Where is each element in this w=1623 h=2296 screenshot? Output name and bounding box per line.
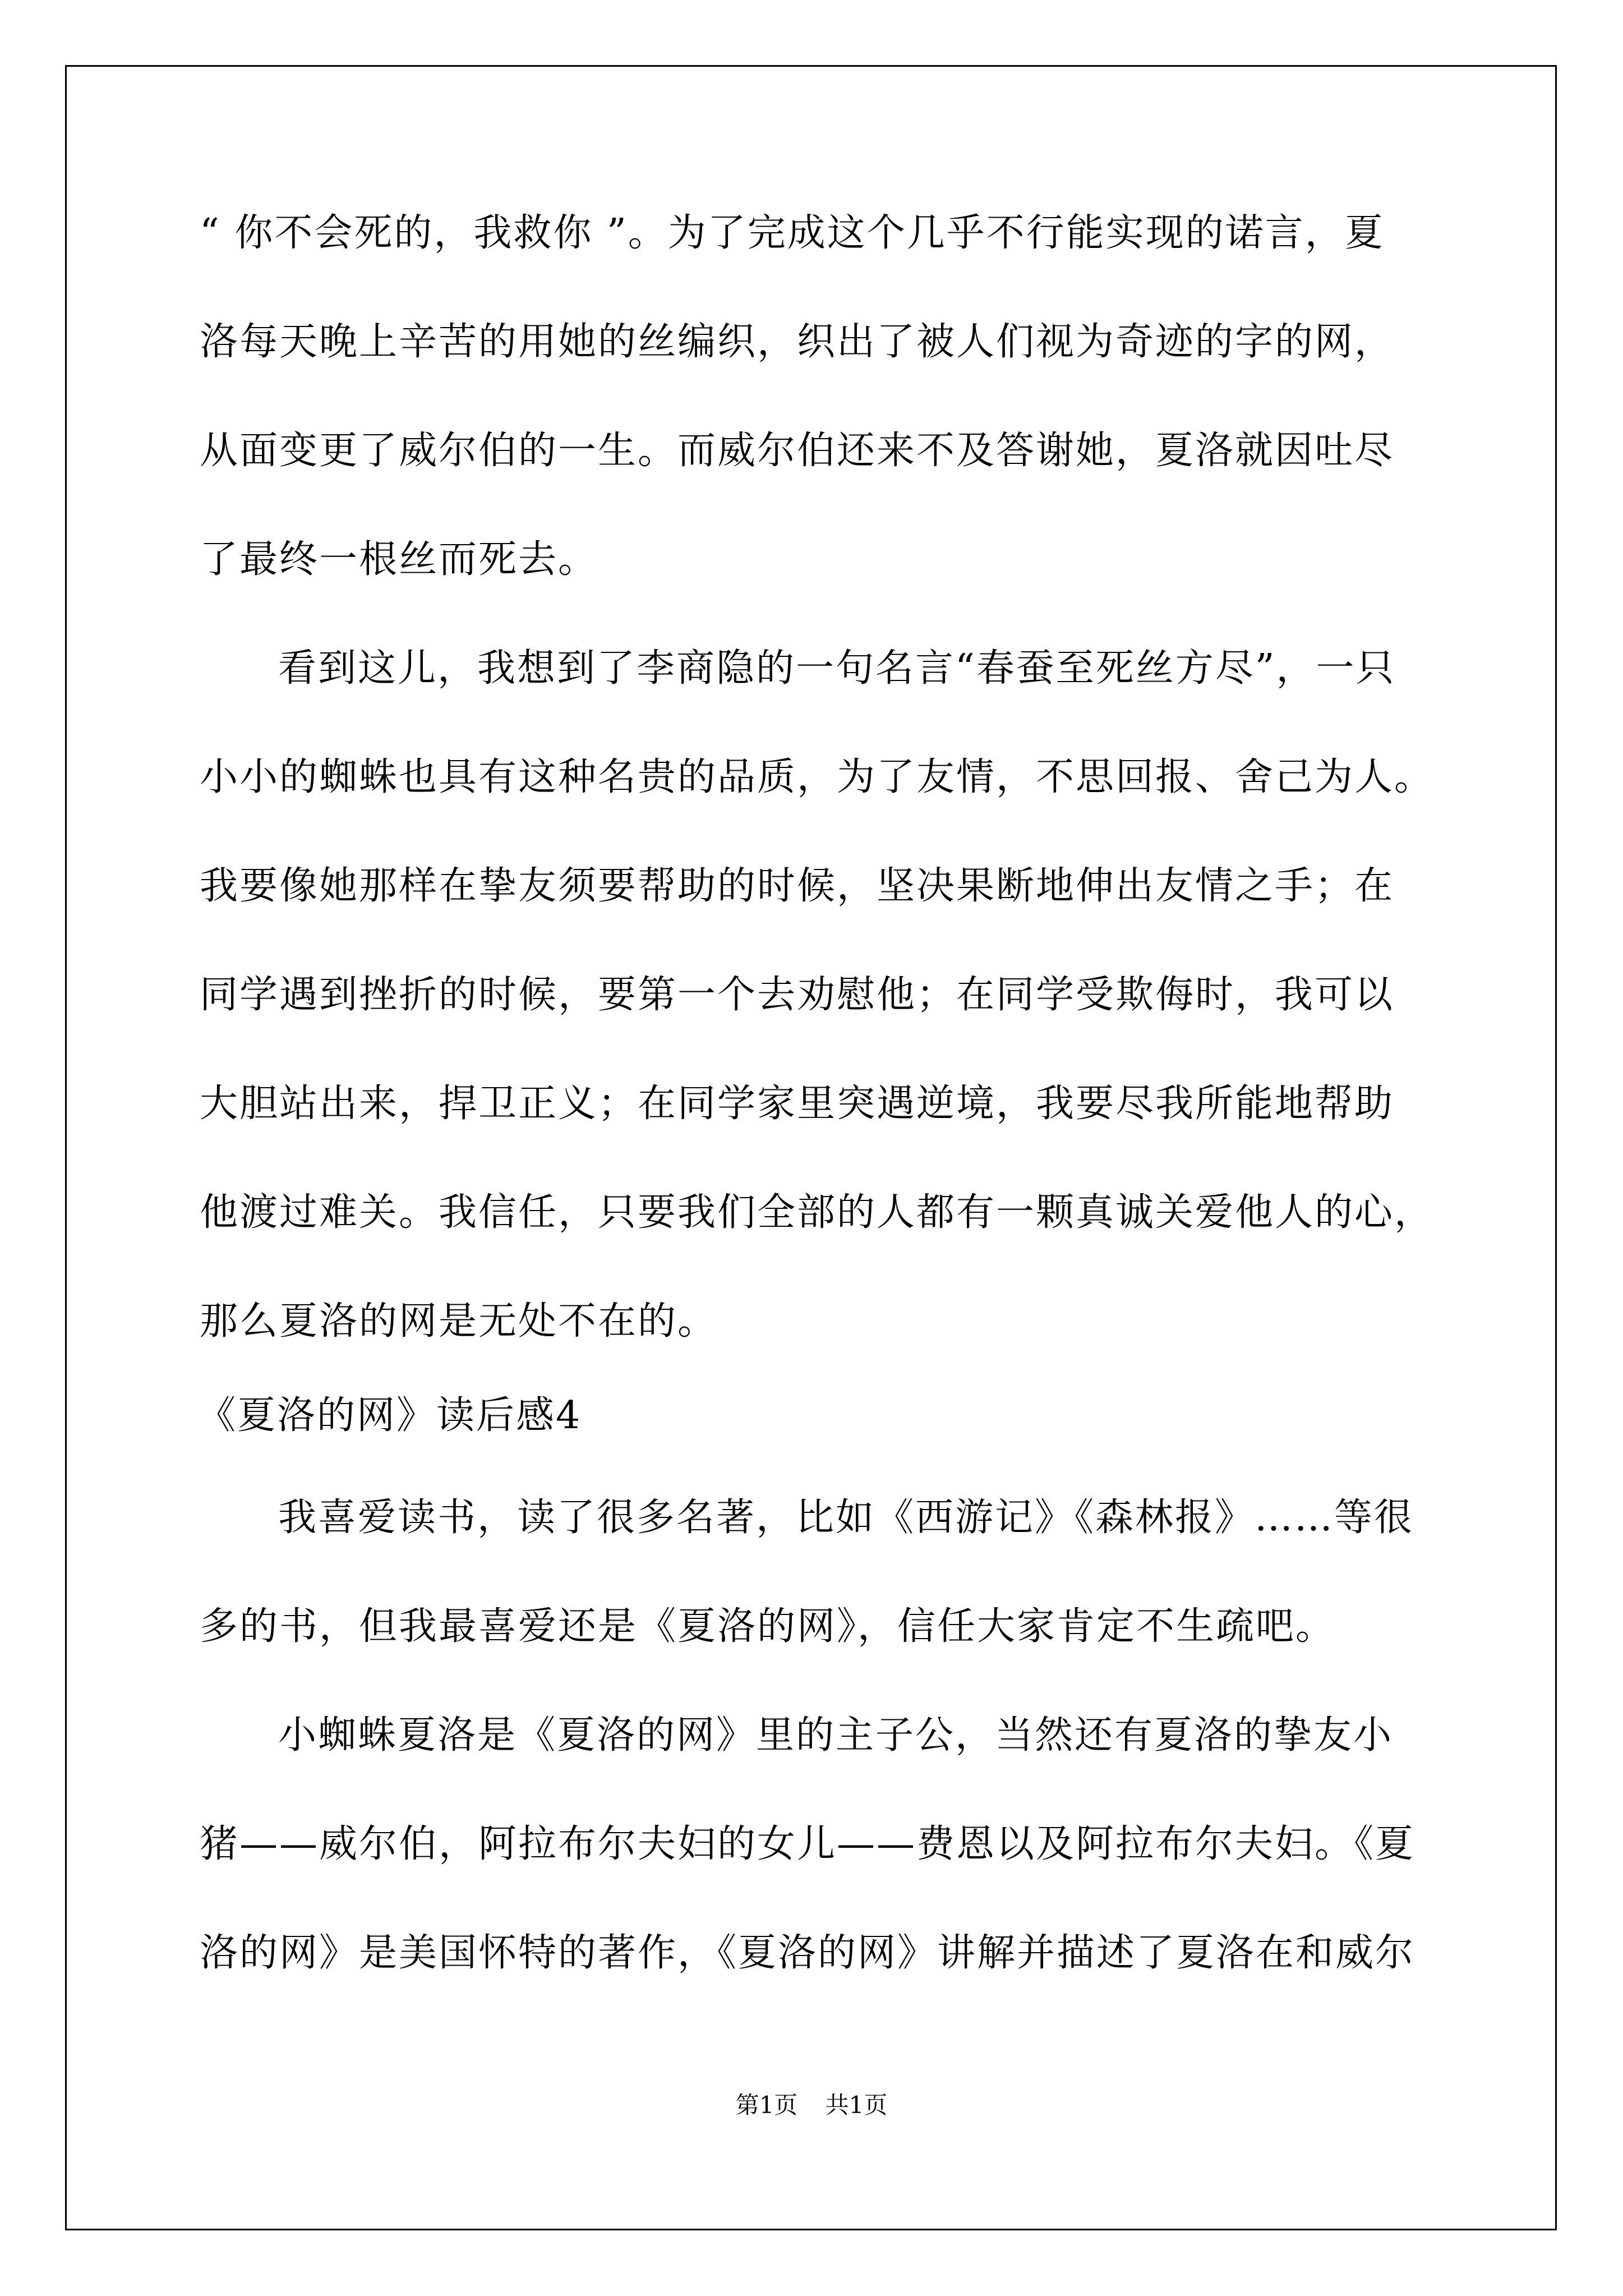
paragraph-line: 我要像她那样在挚友须要帮助的时候，坚决果断地伸出友情之手；在 — [200, 864, 1395, 908]
paragraph-line: 小小的蜘蛛也具有这种名贵的品质，为了友情，不思回报、舍己为人。 — [200, 755, 1435, 799]
paragraph-line: 他渡过难关。我信任，只要我们全部的人都有一颗真诚关爱他人的心， — [200, 1190, 1435, 1235]
paragraph-line: 洛的网》是美国怀特的著作，《夏洛的网》讲解并描述了夏洛在和威尔 — [200, 1931, 1415, 1975]
page-number: 第1页 — [735, 2091, 798, 2119]
paragraph-line: 那么夏洛的网是无处不在的。 — [200, 1299, 718, 1343]
paragraph-line: 同学遇到挫折的时候，要第一个去劝慰他；在同学受欺侮时，我可以 — [200, 973, 1395, 1017]
page-total: 共1页 — [825, 2091, 888, 2119]
paragraph-line: “ 你不会死的，我救你 ”。为了完成这个几乎不行能实现的诺言，夏 — [200, 211, 1385, 255]
paragraph-line: 从面变更了威尔伯的一生。而威尔伯还来不及答谢她，夏洛就因吐尽 — [200, 429, 1395, 473]
paragraph-line: 小蜘蛛夏洛是《夏洛的网》里的主子公，当然还有夏洛的挚友小 — [278, 1713, 1394, 1757]
paragraph-line: 了最终一根丝而死去。 — [200, 537, 598, 582]
paragraph-line: 洛每天晚上辛苦的用她的丝编织，织出了被人们视为奇迹的字的网， — [200, 320, 1395, 364]
paragraph-line: 猪——威尔伯，阿拉布尔夫妇的女儿——费恩以及阿拉布尔夫妇。《夏 — [200, 1822, 1415, 1866]
page-border — [65, 65, 1557, 2230]
paragraph-line: 看到这儿，我想到了李商隐的一句名言“春蚕至死丝方尽”，一只 — [278, 646, 1396, 691]
page-footer — [0, 2091, 1623, 2119]
paragraph-line: 我喜爱读书，读了很多名著，比如《西游记》《森林报》……等很 — [278, 1496, 1414, 1540]
paragraph-line: 多的书，但我最喜爱还是《夏洛的网》，信任大家肯定不生疏吧。 — [200, 1604, 1336, 1649]
paragraph-line: 大胆站出来，捍卫正义；在同学家里突遇逆境，我要尽我所能地帮助 — [200, 1082, 1395, 1126]
section-heading: 《夏洛的网》读后感4 — [197, 1393, 582, 1438]
